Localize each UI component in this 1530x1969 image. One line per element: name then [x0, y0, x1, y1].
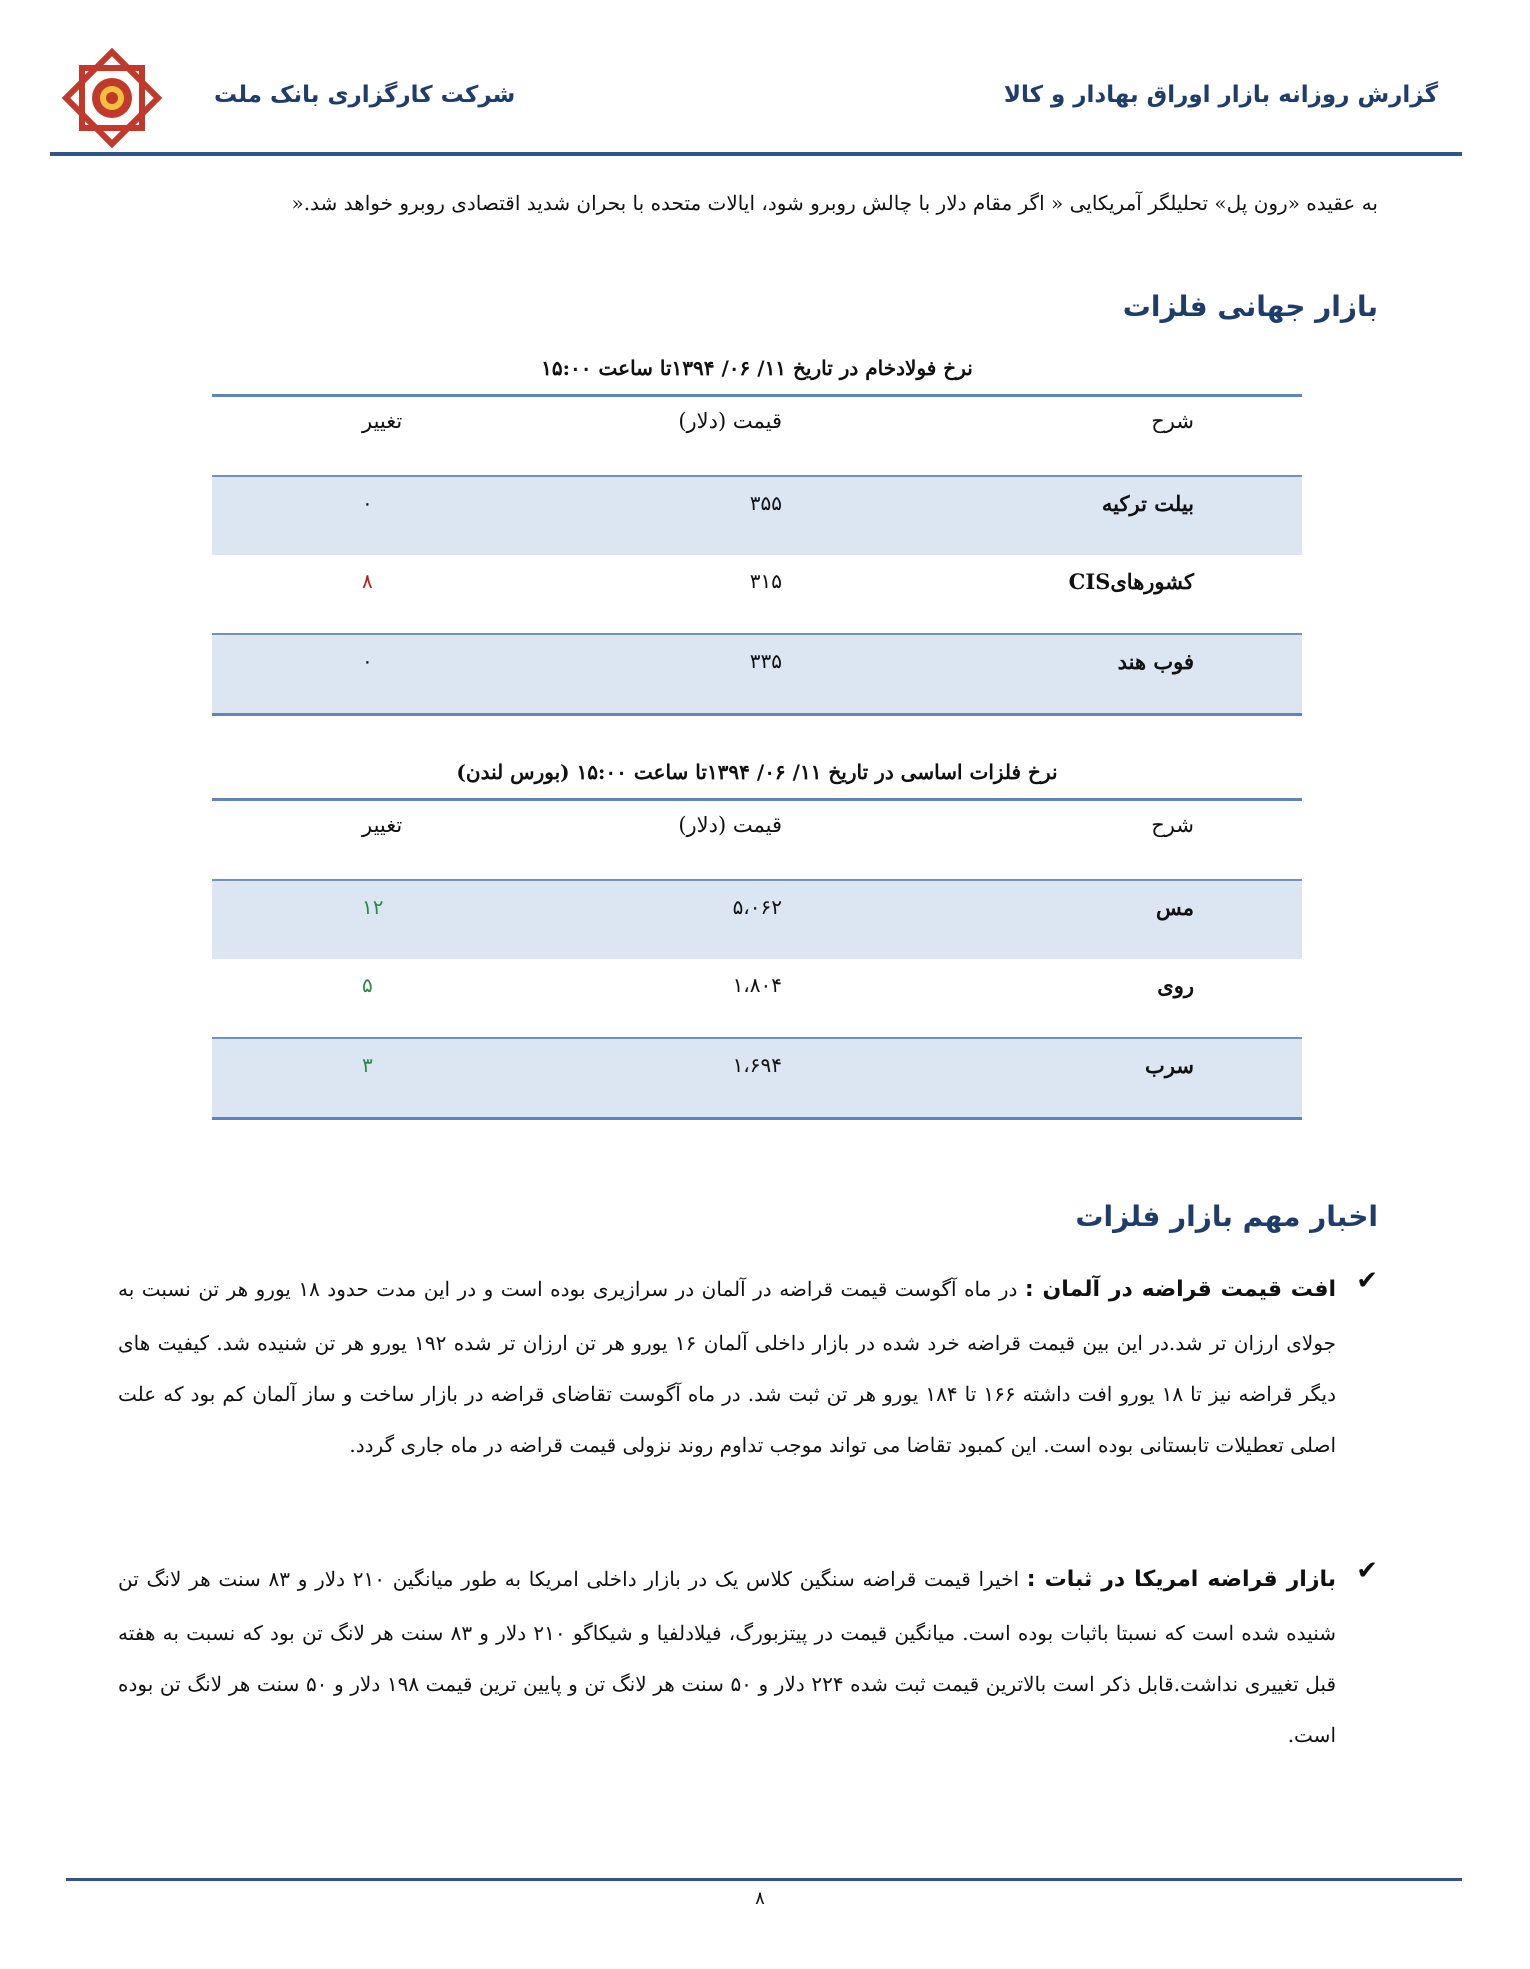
- news-title: بازار قراضه امریکا در ثبات :: [1026, 1567, 1337, 1592]
- row-name: کشورهایCIS: [1068, 569, 1194, 594]
- table-header-row: [212, 397, 1302, 475]
- row-change: ۰: [362, 491, 373, 515]
- row-price: ۱،۶۹۴: [732, 1053, 782, 1077]
- header-change: تغییر: [362, 409, 403, 433]
- table-bottom-rule: [212, 1117, 1302, 1120]
- row-change: ۰: [362, 649, 373, 673]
- footer-divider: [66, 1878, 1462, 1881]
- table-row: [212, 959, 1302, 1037]
- row-name: مس: [1155, 895, 1194, 920]
- steel-price-table: [212, 394, 1302, 716]
- section-heading-metals-news: اخبار مهم بازار فلزات: [1075, 1200, 1378, 1233]
- row-change: ۸: [362, 569, 373, 593]
- row-price: ۳۵۵: [749, 491, 782, 515]
- table-bottom-rule: [212, 713, 1302, 716]
- table-header-row: [212, 801, 1302, 879]
- row-name: فوب هند: [1117, 649, 1194, 674]
- header-price: قیمت (دلار): [678, 813, 782, 837]
- news-item: [118, 1262, 1378, 1471]
- section-heading-world-metals: بازار جهانی فلزات: [1122, 290, 1378, 323]
- row-change: ۵: [362, 973, 373, 997]
- table-row: [212, 475, 1302, 555]
- news-body: اخیرا قیمت قراضه سنگین کلاس یک در بازار داخلی امریکا به طور میانگین ۲۱۰ دلار و ۸۳ سنت هر لانگ تن شنیده شده است که نسبتا باثبات بوده است. میانگین قیمت در پیتزبورگ، فیلادلفیا و شیکاگو ۲۱۰ دلار و ۸۳ سنت هر لانگ تن بود که نسبت به هفته قبل تغییری نداشت.قابل ذکر است بالاترین قیمت ثبت شده ۲۲۴ دلار و ۵۰ سنت هر لانگ تن و پایین ترین قیمت ۱۹۸ دلار و ۵۰ سنت هر لانگ تن بوده است.: [118, 1567, 1337, 1748]
- table-row: [212, 633, 1302, 713]
- header-price: قیمت (دلار): [678, 409, 782, 433]
- row-price: ۳۱۵: [749, 569, 782, 593]
- table2-caption: نرخ فلزات اساسی در تاریخ ۱۱/ ۰۶/ ۱۳۹۴تا ساعت ۱۵:۰۰ (بورس لندن): [456, 760, 1058, 784]
- row-name: سرب: [1145, 1053, 1194, 1078]
- table-row: [212, 1037, 1302, 1117]
- news-paragraph: [118, 1262, 1336, 1471]
- header-change: تغییر: [362, 813, 403, 837]
- row-change: ۱۲: [362, 895, 384, 919]
- news-paragraph: [118, 1552, 1336, 1761]
- bank-logo: [60, 46, 164, 150]
- row-change: ۳: [362, 1053, 373, 1077]
- row-name: روی: [1157, 973, 1194, 998]
- report-title: گزارش روزانه بازار اوراق بهادار و کالا: [1003, 82, 1438, 108]
- row-price: ۱،۸۰۴: [732, 973, 782, 997]
- table-row: [212, 555, 1302, 633]
- news-item: [118, 1552, 1378, 1761]
- table1-caption: نرخ فولادخام در تاریخ ۱۱/ ۰۶/ ۱۳۹۴تا ساعت ۱۵:۰۰: [541, 356, 973, 380]
- header-description: شرح: [1151, 813, 1194, 837]
- row-name: بیلت ترکیه: [1101, 491, 1194, 516]
- header-description: شرح: [1151, 409, 1194, 433]
- news-body: در ماه آگوست قیمت قراضه در آلمان در سرازیری بوده است و در این مدت حدود ۱۸ یورو هر تن نسبت به جولای ارزان تر شد.در این بین قیمت قراضه خرد شده در بازار داخلی آلمان ۱۶ یورو هر تن ارزان تر شده ۱۹۲ یورو هر تن شنیده شد. کیفیت های دیگر قراضه نیز تا ۱۸ یورو افت داشته ۱۶۶ تا ۱۸۴ یورو هر تن ثبت شد. در ماه آگوست تقاضای قراضه در بازار ساخت و ساز آلمان کم بود که علت اصلی تعطیلات تابستانی بوده است. این کمبود تقاضا می تواند موجب تداوم روند نزولی قیمت قراضه در ماه جاری گردد.: [118, 1277, 1337, 1458]
- check-icon: ✔: [1356, 1556, 1378, 1586]
- company-name: شرکت کارگزاری بانک ملت: [214, 82, 516, 108]
- intro-paragraph: به عقیده «رون پل» تحلیلگر آمریکایی « اگر مقام دلار با چالش روبرو شود، ایالات متحده با بحران شدید اقتصادی روبرو خواهد شد.«: [291, 191, 1378, 215]
- table-row: [212, 879, 1302, 959]
- page-number: ۸: [755, 1888, 765, 1909]
- header-divider: [50, 152, 1462, 156]
- row-price: ۳۳۵: [749, 649, 782, 673]
- row-price: ۵،۰۶۲: [732, 895, 782, 919]
- base-metals-table: [212, 798, 1302, 1120]
- news-title: افت قیمت قراضه در آلمان :: [1024, 1277, 1337, 1302]
- check-icon: ✔: [1356, 1266, 1378, 1296]
